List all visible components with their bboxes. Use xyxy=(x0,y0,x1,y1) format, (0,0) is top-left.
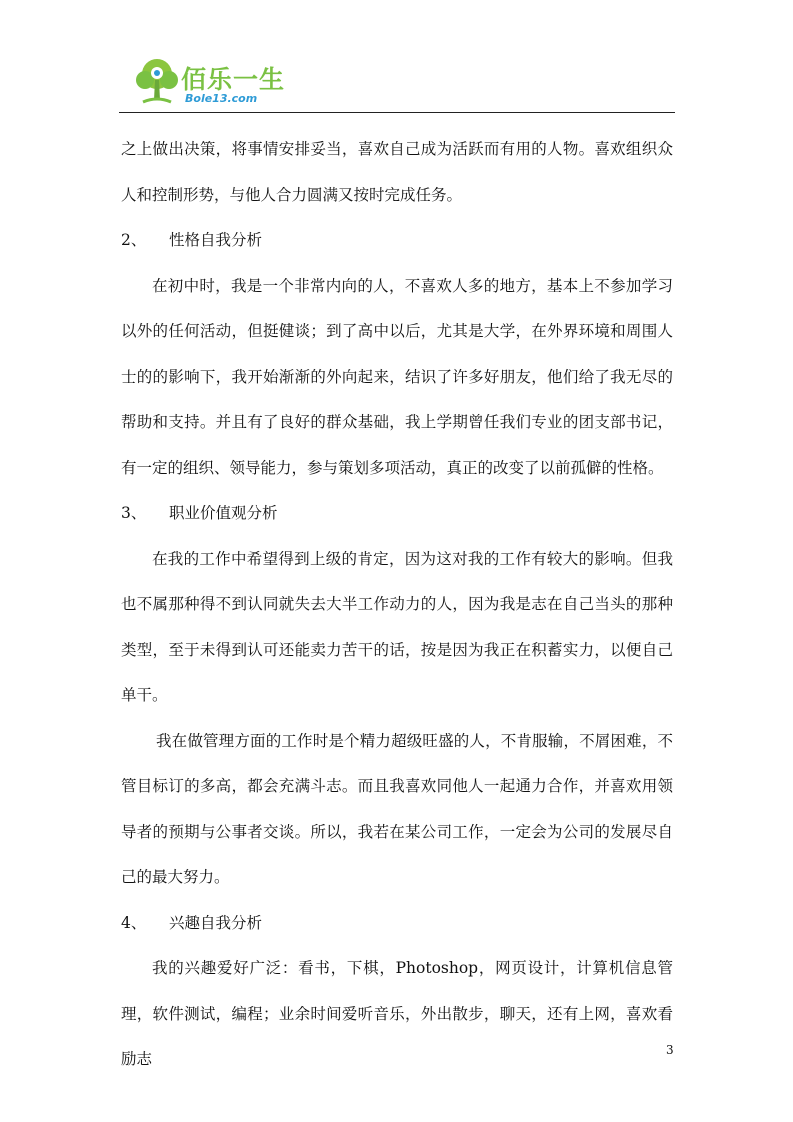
tree-person-icon xyxy=(133,56,181,108)
section-title: 职业价值观分析 xyxy=(169,504,278,522)
paragraph-values-1: 在我的工作中希望得到上级的肯定，因为这对我的工作有较大的影响。但我也不属那种得不到认同就失去大半工作动力的人，因为我是志在自己当头的那种类型，至于未得到认可还能卖力苦干的话，按是因为我正在积蓄实力，以便自己单干。 xyxy=(121,549,673,704)
page-header xyxy=(0,0,793,116)
section-heading-interests xyxy=(121,901,673,947)
header-divider xyxy=(119,112,675,113)
document-body xyxy=(121,127,673,1083)
paragraph-interests: 我的兴趣爱好广泛：看书，下棋，Photoshop，网页设计，计算机信息管理，软件测试，编程；业余时间爱听音乐，外出散步，聊天，还有上网，喜欢看励志 xyxy=(121,959,673,1068)
section-title: 性格自我分析 xyxy=(169,231,263,249)
section-heading-personality xyxy=(121,218,673,264)
page-number: 3 xyxy=(666,1043,674,1057)
section-number: 2、 xyxy=(121,231,147,249)
paragraph-personality: 在初中时，我是一个非常内向的人，不喜欢人多的地方，基本上不参加学习以外的任何活动，但挺健谈；到了高中以后，尤其是大学，在外界环境和周围人士的的影响下，我开始渐渐的外向起来，结识了许多好朋友，他们给了我无尽的帮助和支持。并且有了良好的群众基础，我上学期曾任我们专业的团支部书记，有一定的组织、领导能力，参与策划多项活动，真正的改变了以前孤僻的性格。 xyxy=(121,276,673,477)
logo-title: 佰乐一生 xyxy=(181,65,286,94)
paragraph-continuation: 之上做出决策，将事情安排妥当，喜欢自己成为活跃而有用的人物。喜欢组织众人和控制形势，与他人合力圆满又按时完成任务。 xyxy=(121,140,673,204)
logo xyxy=(133,56,293,110)
section-title: 兴趣自我分析 xyxy=(169,913,263,932)
section-number: 4、 xyxy=(121,913,147,932)
logo-subtitle: Bole13.com xyxy=(185,92,258,105)
section-number: 3、 xyxy=(121,504,147,522)
paragraph-values-2: 我在做管理方面的工作时是个精力超级旺盛的人，不肯服输，不屑困难，不管目标订的多高，都会充满斗志。而且我喜欢同他人一起通力合作，并喜欢用领导者的预期与公事者交谈。所以，我若在某公司工作，一定会为公司的发展尽自己的最大努力。 xyxy=(121,731,673,886)
section-heading-values xyxy=(121,491,673,537)
